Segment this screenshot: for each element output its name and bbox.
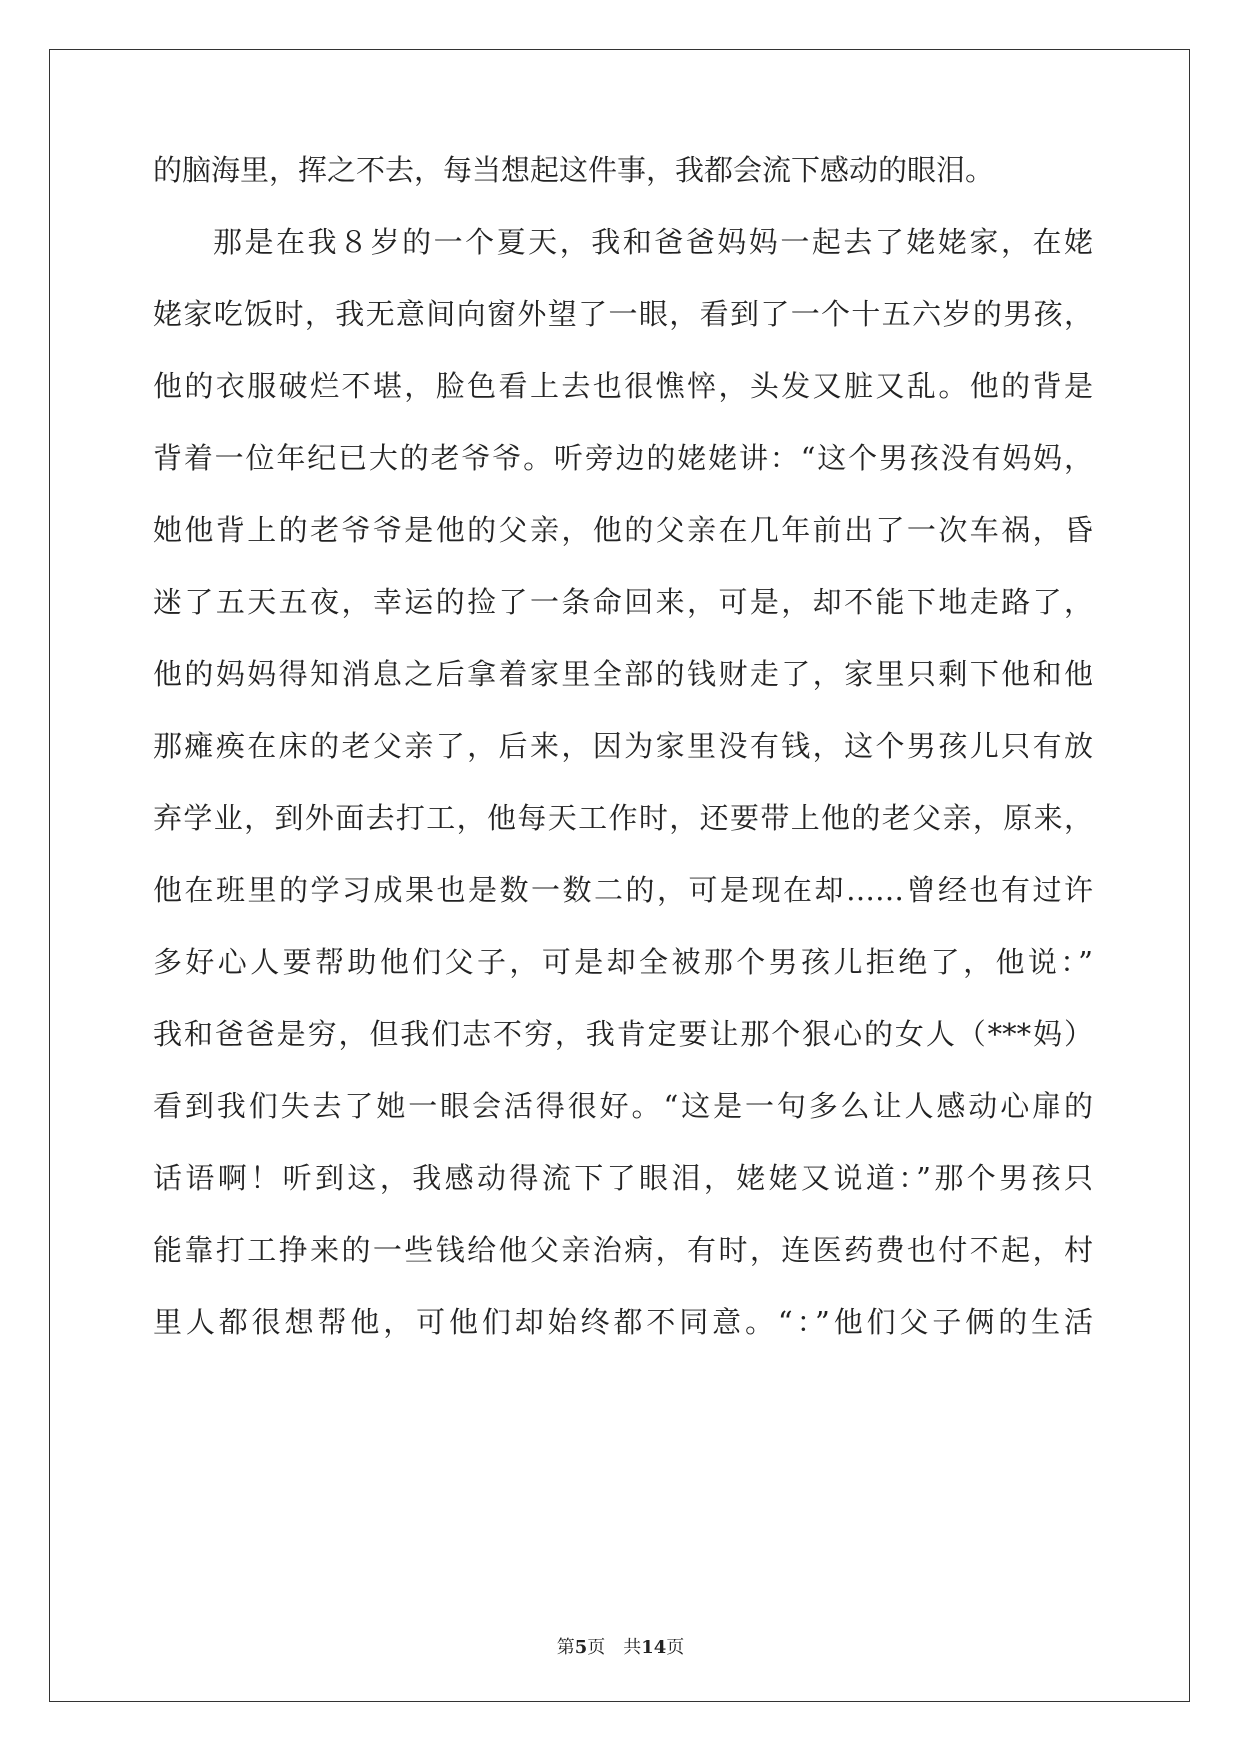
text-line: 她他背上的老爷爷是他的父亲，他的父亲在几年前出了一次车祸，昏 — [153, 513, 1093, 547]
page-suffix: 页 — [666, 1637, 685, 1658]
text-line: 姥家吃饭时，我无意间向窗外望了一眼，看到了一个十五六岁的男孩， — [153, 297, 1093, 331]
page-prefix: 第 — [556, 1637, 575, 1658]
text-line: 他的妈妈得知消息之后拿着家里全部的钱财走了，家里只剩下他和他 — [153, 657, 1093, 691]
text-line: 多好心人要帮助他们父子，可是却全被那个男孩儿拒绝了，他说：” — [153, 945, 1093, 979]
text-line: 话语啊！听到这，我感动得流下了眼泪，姥姥又说道：”那个男孩只 — [153, 1161, 1093, 1195]
text-line: 他的衣服破烂不堪，脸色看上去也很憔悴，头发又脏又乱。他的背是 — [153, 369, 1093, 403]
text-line: 那是在我８岁的一个夏天，我和爸爸妈妈一起去了姥姥家，在姥 — [213, 225, 1093, 259]
page-footer — [0, 1636, 1241, 1660]
page-mid: 页 共 — [587, 1637, 642, 1658]
total-page-number: 14 — [641, 1637, 667, 1658]
text-line: 的脑海里，挥之不去，每当想起这件事，我都会流下感动的眼泪。 — [153, 153, 995, 187]
text-line: 那瘫痪在床的老父亲了，后来，因为家里没有钱，这个男孩儿只有放 — [153, 729, 1093, 763]
current-page-number: 5 — [574, 1637, 588, 1658]
text-line: 背着一位年纪已大的老爷爷。听旁边的姥姥讲：“这个男孩没有妈妈， — [153, 441, 1093, 475]
text-line: 里人都很想帮他，可他们却始终都不同意。“：”他们父子俩的生活 — [153, 1305, 1093, 1339]
text-line: 他在班里的学习成果也是数一数二的，可是现在却……曾经也有过许 — [153, 873, 1093, 907]
text-line: 弃学业，到外面去打工，他每天工作时，还要带上他的老父亲，原来， — [153, 801, 1093, 835]
text-line: 能靠打工挣来的一些钱给他父亲治病，有时，连医药费也付不起，村 — [153, 1233, 1093, 1267]
text-line: 我和爸爸是穷，但我们志不穷，我肯定要让那个狠心的女人（***妈） — [153, 1017, 1093, 1051]
text-line: 迷了五天五夜，幸运的捡了一条命回来，可是，却不能下地走路了， — [153, 585, 1093, 619]
text-line: 看到我们失去了她一眼会活得很好。“这是一句多么让人感动心扉的 — [153, 1089, 1093, 1123]
